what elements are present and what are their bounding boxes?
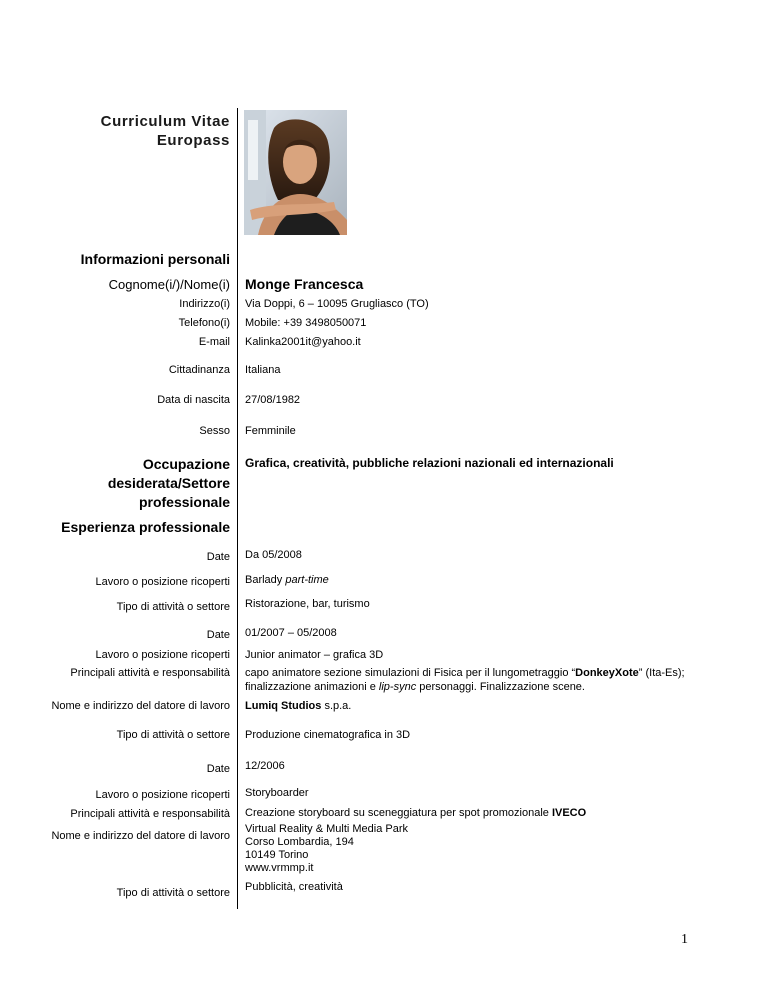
job2-position-value: Junior animator – grafica 3D bbox=[245, 649, 384, 661]
section-title-experience: Esperienza professionale bbox=[61, 519, 230, 535]
job2-resp-text3: personaggi. Finalizzazione scene. bbox=[416, 681, 585, 693]
job1-date-label: Date bbox=[206, 551, 230, 563]
citizenship-label: Cittadinanza bbox=[168, 364, 230, 376]
job1-activity-label: Tipo di attività o settore bbox=[116, 601, 230, 613]
job3-resp-text1: Creazione storyboard su sceneggiatura per spot promozionale bbox=[245, 807, 552, 819]
job3-position-value: Storyboarder bbox=[245, 787, 309, 799]
birth-date-value: 27/08/1982 bbox=[245, 394, 301, 406]
job2-employer-name: Lumiq Studios bbox=[245, 700, 322, 712]
job2-date-value: 01/2007 – 05/2008 bbox=[245, 627, 337, 639]
job1-activity-value: Ristorazione, bar, turismo bbox=[245, 598, 370, 610]
job3-employer-value: Virtual Reality & Multi Media Park Corso Lombardia, 194 10149 Torino www.vrmmp.it bbox=[245, 823, 409, 874]
birth-date-label: Data di nascita bbox=[157, 394, 230, 406]
job2-resp-text2: ” (Ita-Es); finalizzazione animazioni e bbox=[245, 667, 685, 693]
job2-resp-italic: lip-sync bbox=[378, 681, 417, 693]
email-label: E-mail bbox=[198, 336, 230, 348]
vertical-divider bbox=[237, 108, 238, 909]
job2-activity-value: Produzione cinematografica in 3D bbox=[245, 729, 411, 741]
job2-position-label: Lavoro o posizione ricoperti bbox=[95, 649, 230, 661]
job2-date-label: Date bbox=[206, 629, 230, 641]
job2-responsibilities-label: Principali attività e responsabilità bbox=[70, 667, 230, 679]
name-label: Cognome(i/)/Nome(i) bbox=[108, 277, 230, 292]
address-label: Indirizzo(i) bbox=[179, 298, 230, 310]
cv-title-line1: Curriculum Vitae bbox=[100, 113, 230, 130]
job3-activity-value: Pubblicità, creatività bbox=[245, 881, 343, 893]
job3-responsibilities-value bbox=[245, 806, 586, 820]
profile-photo bbox=[244, 110, 347, 235]
phone-value: Mobile: +39 3498050071 bbox=[245, 317, 367, 329]
job2-resp-text1: capo animatore sezione simulazioni di Fisica per il lungometraggio “ bbox=[245, 667, 576, 679]
occupation-label bbox=[108, 455, 230, 512]
occupation-label-line2: desiderata/Settore bbox=[107, 475, 230, 491]
sex-value: Femminile bbox=[245, 425, 296, 437]
job3-position-label: Lavoro o posizione ricoperti bbox=[95, 789, 230, 801]
job2-responsibilities-value bbox=[245, 666, 705, 694]
job2-employer-suffix: s.p.a. bbox=[321, 700, 352, 712]
occupation-label-line3: professionale bbox=[138, 494, 230, 510]
email-value: Kalinka2001it@yahoo.it bbox=[245, 336, 361, 348]
job2-employer-value bbox=[245, 699, 351, 713]
job2-employer-label: Nome e indirizzo del datore di lavoro bbox=[51, 700, 230, 712]
job2-resp-bold: DonkeyXote bbox=[575, 667, 639, 679]
job1-position-main: Barlady bbox=[245, 574, 286, 586]
job1-position-label: Lavoro o posizione ricoperti bbox=[95, 576, 230, 588]
cv-title bbox=[101, 112, 230, 150]
job2-activity-label: Tipo di attività o settore bbox=[116, 729, 230, 741]
job1-date-value: Da 05/2008 bbox=[245, 549, 302, 561]
job1-position-italic: part-time bbox=[285, 574, 329, 586]
name-value: Monge Francesca bbox=[245, 276, 364, 292]
job3-date-value: 12/2006 bbox=[245, 760, 285, 772]
page-number: 1 bbox=[681, 932, 688, 947]
job3-resp-bold: IVECO bbox=[551, 807, 587, 819]
occupation-value: Grafica, creatività, pubbliche relazioni nazionali ed internazionali bbox=[245, 456, 614, 470]
citizenship-value: Italiana bbox=[245, 364, 281, 376]
occupation-label-line1: Occupazione bbox=[142, 456, 230, 472]
job3-responsibilities-label: Principali attività e responsabilità bbox=[70, 808, 230, 820]
job3-employer-label: Nome e indirizzo del datore di lavoro bbox=[51, 830, 230, 842]
section-title-personal: Informazioni personali bbox=[80, 251, 230, 267]
job3-activity-label: Tipo di attività o settore bbox=[116, 887, 230, 899]
cv-title-line2: Europass bbox=[156, 132, 230, 149]
sex-label: Sesso bbox=[199, 425, 230, 437]
address-value: Via Doppi, 6 – 10095 Grugliasco (TO) bbox=[245, 298, 429, 310]
job3-date-label: Date bbox=[206, 763, 230, 775]
job1-position-value bbox=[245, 573, 329, 587]
phone-label: Telefono(i) bbox=[178, 317, 230, 329]
